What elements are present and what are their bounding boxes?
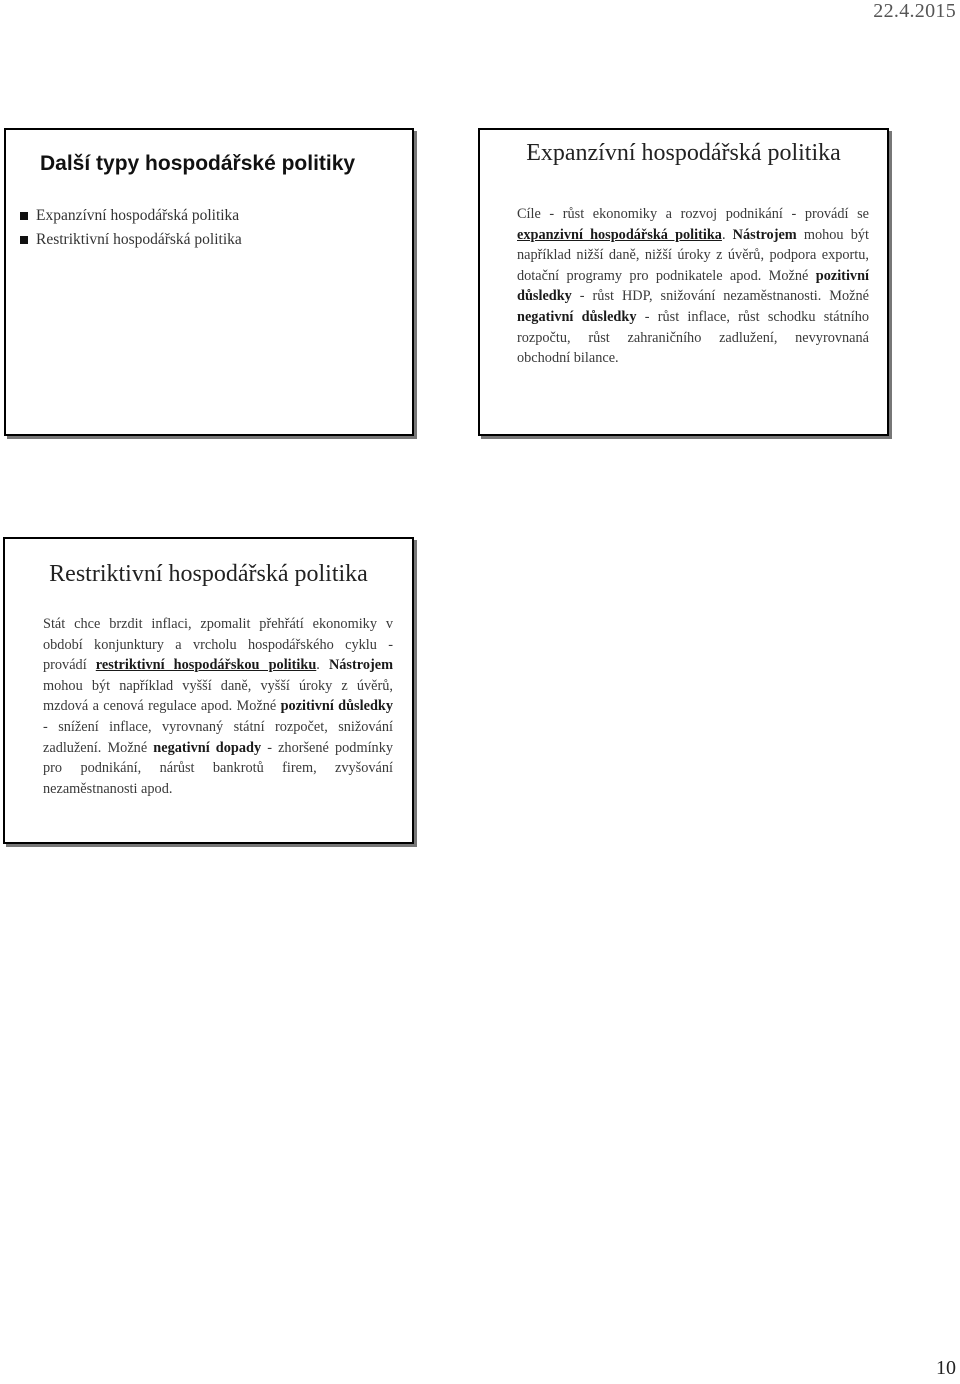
square-bullet-icon [20,212,28,220]
slide-title: Restriktivní hospodářská politika [49,561,368,587]
page-date: 22.4.2015 [873,0,956,22]
list-item-label: Restriktivní hospodářská politika [36,231,242,248]
slide-body-text [43,614,393,799]
slide-thumbnail-1 [4,128,414,436]
square-bullet-icon [20,236,28,244]
body-text-segment: mohou být například vyšší daně, vyšší úroky z úvěrů, mzdová a cenová regulace apod. Možné [43,677,393,715]
slide-title: Expanzívní hospodářská politika [526,140,841,166]
body-text-segment: - růst HDP, snižování nezaměstnanosti. Možné [571,288,869,305]
body-text-segment: Stát chce brzdit inflaci, zpomalit přehřátí ekonomiky v období konjunktury a vrcholu hospodářského cyklu - provádí [43,616,393,674]
slide-body-text [517,204,869,369]
negative-effects-label: negativní důsledky [517,308,637,325]
key-term: restriktivní hospodářskou politiku [95,657,317,674]
body-text-segment: - růst inflace, růst schodku státního rozpočtu, růst zahraničního zadlužení, nevyrovnaná obchodní bilance. [517,308,869,367]
bullet-list [20,204,242,252]
body-text-segment: - snížení inflace, vyrovnaný státní rozpočet, snižování zadlužení. Možné [43,718,393,756]
body-text-segment: . [316,657,329,674]
negative-effects-label: negativní dopady [153,739,262,756]
page-number: 10 [936,1357,956,1379]
body-text-segment: - zhoršené podmínky pro podnikání, nárůst bankrotů firem, zvyšování nezaměstnanosti apod. [43,739,393,797]
slide-thumbnail-2 [478,128,889,436]
key-term: expanzivní hospodářská politika [517,226,722,243]
body-text-segment: . [721,226,733,243]
body-text-segment: Cíle - růst ekonomiky a rozvoj podnikání - provádí se [517,206,869,222]
list-item [20,228,242,252]
body-text-segment: mohou být například nižší daně, nižší úroky z úvěrů, podpora exportu, dotační programy pro podnikatele apod. Možné [517,226,869,284]
tools-label: Nástrojem [732,226,797,243]
tools-label: Nástrojem [328,657,394,674]
list-item-label: Expanzívní hospodářská politika [36,207,240,224]
positive-effects-label: pozitivní důsledky [517,267,869,305]
slide-title: Další typy hospodářské politiky [40,152,356,175]
slide-thumbnail-3 [3,537,414,844]
list-item [20,204,242,228]
positive-effects-label: pozitivní důsledky [280,698,393,715]
